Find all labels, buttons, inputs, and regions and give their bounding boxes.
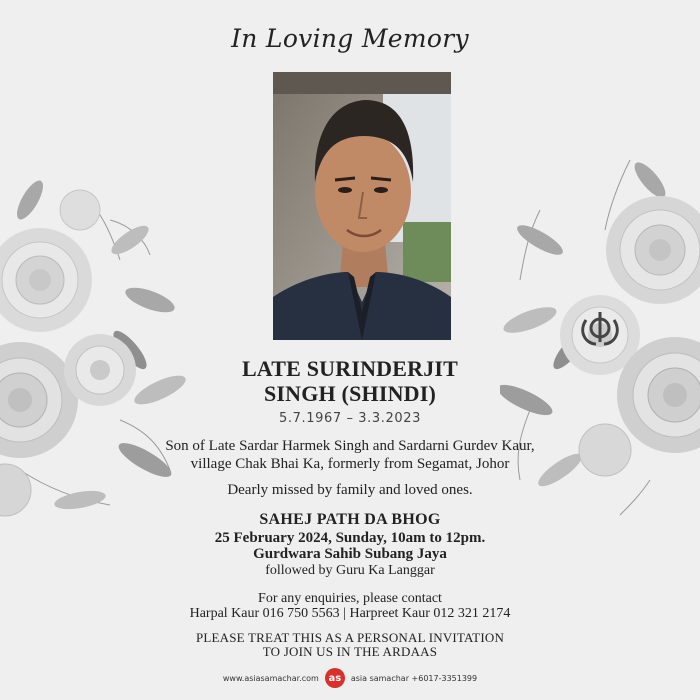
deceased-name	[0, 356, 700, 406]
event-followed-by: followed by Guru Ka Langgar	[265, 563, 435, 578]
page-heading: In Loving Memory	[231, 24, 469, 53]
invitation-text	[0, 631, 700, 659]
footer	[0, 667, 700, 689]
contact-intro: For any enquiries, please contact	[258, 591, 442, 606]
invitation-line-1: PLEASE TREAT THIS AS A PERSONAL INVITATION	[195, 630, 505, 645]
dearly-missed-text: Dearly missed by family and loved ones.	[227, 482, 473, 498]
contact-details: Harpal Kaur 016 750 5563 | Harpreet Kaur 012 321 2174	[189, 606, 511, 621]
event-datetime: 25 February 2024, Sunday, 10am to 12pm.	[214, 530, 486, 546]
life-dates: 5.7.1967 – 3.3.2023	[279, 411, 421, 426]
name-line-1: LATE SURINDERJIT	[241, 356, 459, 381]
footer-contact: asia samachar +6017-3351399	[350, 673, 478, 683]
event-place: Gurdwara Sahib Subang Jaya	[253, 546, 447, 562]
asia-samachar-logo-icon: as	[325, 668, 345, 688]
event-title: SAHEJ PATH DA BHOG	[259, 511, 441, 528]
parents-line-1: Son of Late Sardar Harmek Singh and Sardarni Gurdev Kaur,	[165, 438, 535, 454]
floral-left-decoration	[0, 170, 190, 530]
memorial-photo	[273, 72, 451, 340]
parents-text	[0, 437, 700, 473]
footer-website: www.asiasamachar.com	[222, 673, 319, 683]
parents-line-2: village Chak Bhai Ka, formerly from Segamat, Johor	[190, 456, 510, 472]
invitation-line-2: TO JOIN US IN THE ARDAAS	[262, 644, 438, 659]
name-line-2: SINGH (SHINDI)	[263, 381, 437, 406]
